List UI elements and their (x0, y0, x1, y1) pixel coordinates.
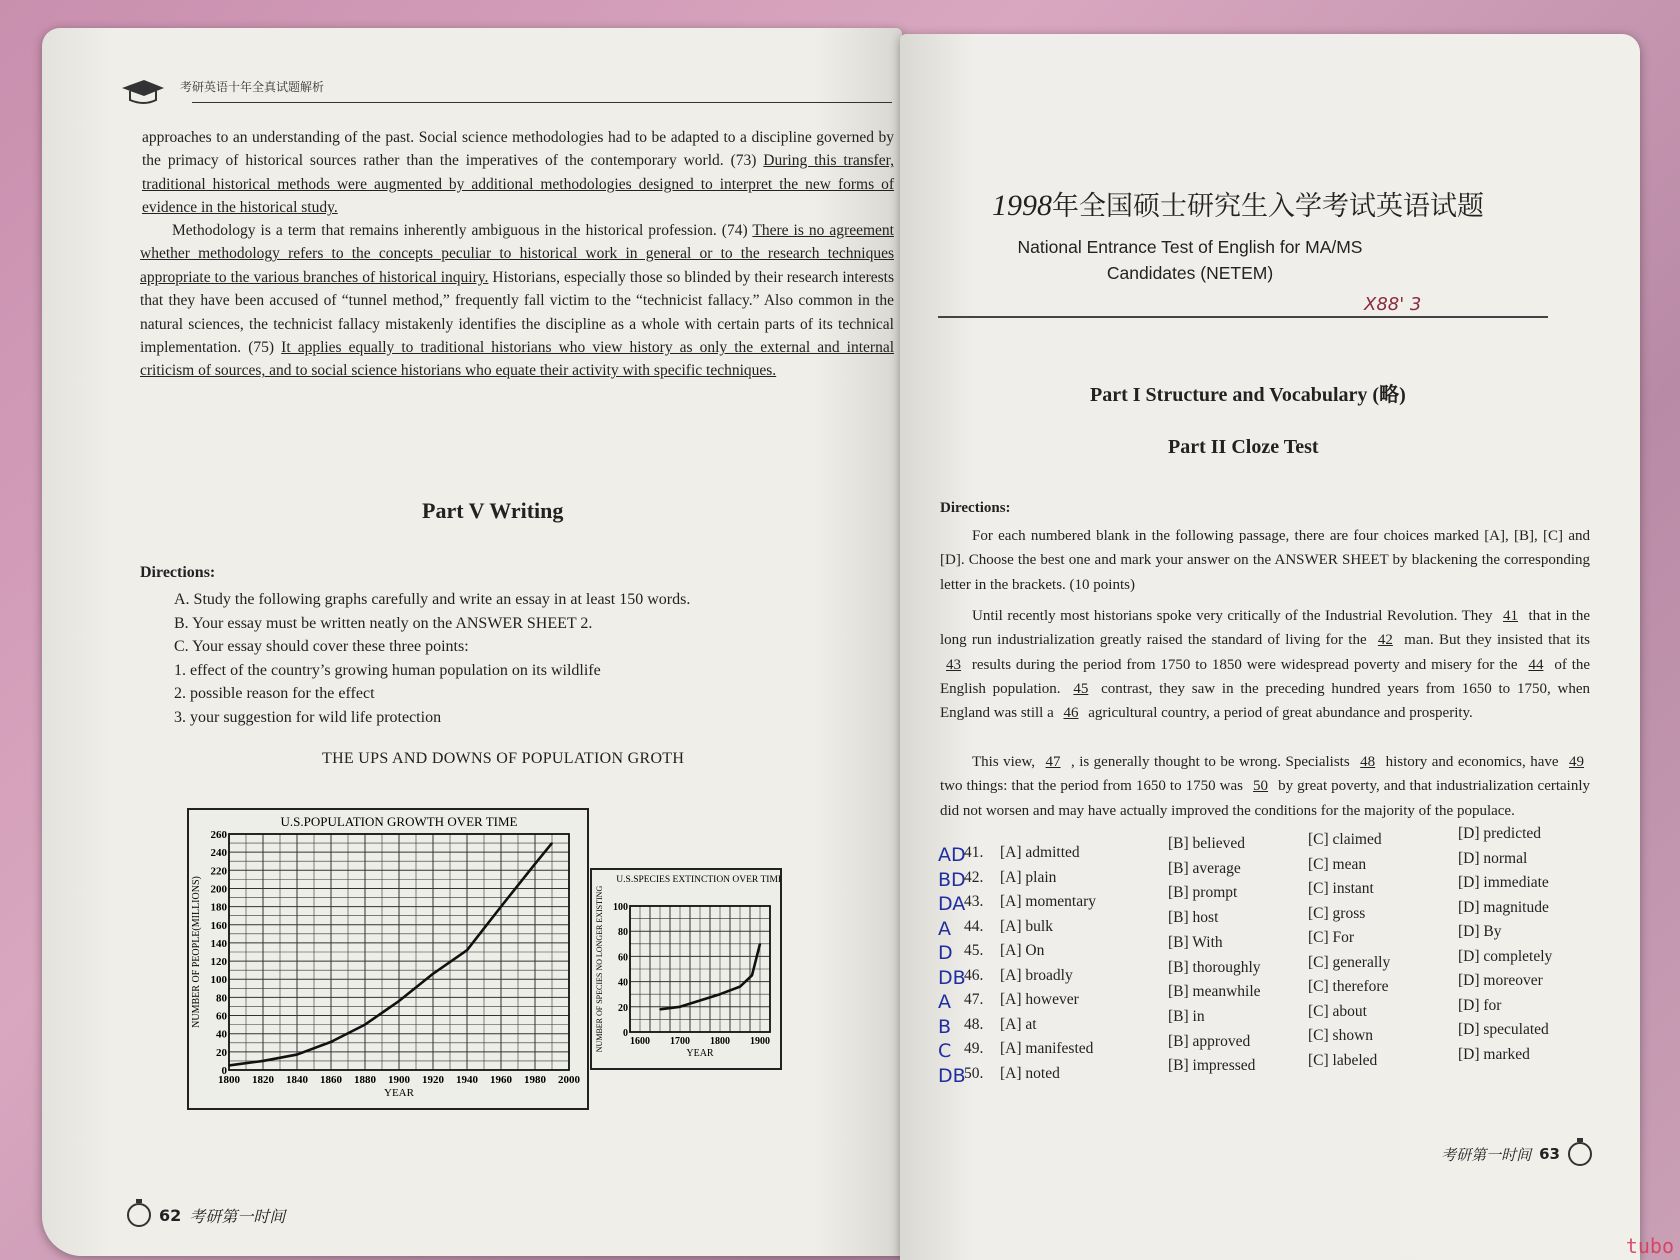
y-tick-label: 240 (210, 847, 227, 860)
question-number: 46. (964, 966, 984, 984)
question-number: 50. (964, 1064, 984, 1082)
graduation-cap-icon (120, 76, 164, 106)
x-tick-label: 1980 (524, 1074, 546, 1086)
question-number: 48. (964, 1015, 984, 1033)
choice-a: [A] plain (1000, 868, 1057, 886)
choice-b: [B] thoroughly (1168, 958, 1261, 976)
direction-item: 3. your suggestion for wild life protection (174, 708, 442, 726)
choice-d: [D] magnitude (1458, 898, 1549, 916)
chart-title: U.S.SPECIES EXTINCTION OVER TIME (616, 875, 780, 885)
x-tick-label: 1940 (456, 1074, 478, 1086)
data-point (679, 1006, 681, 1008)
right-page (900, 34, 1640, 1260)
blank-47: 47 (1045, 754, 1061, 770)
handwritten-note: X88' 3 (1364, 294, 1422, 315)
blank-44: 44 (1528, 656, 1544, 673)
part-v-heading: Part V Writing (422, 498, 564, 523)
cloze-paragraph-2: This view, 47 , is generally thought to be wrong. Specialists 48 history and economics, have 49 two things: that the period from 1650 to 1750 was 50 by great poverty, and that industrialization certainly did not worsen and may have actually improved the conditions for the majority of the populace. (940, 754, 1591, 819)
x-tick-label: 1880 (354, 1074, 376, 1086)
direction-item: 2. possible reason for the effect (174, 685, 375, 703)
data-point (432, 973, 434, 975)
x-tick-label: 1900 (388, 1074, 410, 1086)
handwritten-answer: D (938, 942, 953, 964)
y-tick-label: 80 (216, 992, 227, 1005)
choice-b: [B] meanwhile (1168, 983, 1261, 1001)
blank-45: 45 (1073, 680, 1089, 697)
choice-d: [D] for (1458, 996, 1502, 1014)
footer-text-right: 考研第一时间 (1441, 1145, 1532, 1164)
watermark: tubo (1625, 1234, 1674, 1258)
data-point (699, 1000, 701, 1002)
choice-d: [D] moreover (1458, 972, 1543, 989)
question-number: 42. (964, 868, 984, 886)
x-tick-label: 1820 (252, 1074, 274, 1086)
y-tick-label: 40 (216, 1028, 227, 1041)
chart-title: U.S.POPULATION GROWTH OVER TIME (280, 814, 518, 829)
handwritten-answer: B (938, 1015, 952, 1038)
population-chart (187, 808, 589, 1110)
y-tick-label: 200 (210, 883, 227, 896)
blank-46: 46 (1063, 705, 1079, 722)
y-tick-label: 0 (221, 1065, 227, 1077)
choice-a: [A] momentary (1000, 893, 1096, 910)
choice-a: [A] bulk (1000, 917, 1053, 935)
x-tick-label: 1700 (670, 1036, 690, 1047)
population-chart-svg (189, 810, 587, 1108)
x-tick-label: 2000 (558, 1074, 580, 1086)
data-point (466, 949, 468, 951)
choice-a: [A] admitted (1000, 844, 1080, 861)
blank-41: 41 (1502, 608, 1518, 624)
direction-item: 1. effect of the country’s growing human population on its wildlife (174, 661, 601, 679)
y-tick-label: 120 (210, 956, 227, 969)
passage-paragraph-1: approaches to an understanding of the past. Social science methodologies had to be adapted to a discipline governed by the primacy of historical sources rather than the imperatives of the contemporary world. (73) During this transfer, traditional historical methods were augmented by additional methodologies designed to interpret the new forms of evidence in the historical study. (142, 129, 894, 217)
blank-50: 50 (1253, 778, 1269, 795)
x-tick-label: 1900 (750, 1036, 770, 1047)
y-tick-label: 60 (216, 1010, 227, 1023)
data-point (551, 842, 553, 844)
data-point (739, 986, 741, 988)
y-tick-label: 80 (618, 927, 628, 939)
choice-c: [C] instant (1308, 880, 1374, 897)
y-tick-label: 40 (618, 977, 628, 989)
data-point (719, 993, 721, 995)
choice-a: [A] noted (1000, 1064, 1060, 1082)
question-number: 49. (964, 1040, 984, 1057)
choice-c: [C] For (1308, 929, 1355, 946)
data-line (229, 843, 552, 1065)
directions-label: Directions: (140, 564, 216, 581)
choice-b: [B] impressed (1168, 1057, 1256, 1075)
choice-b: [B] With (1168, 933, 1223, 951)
exam-subtitle: National Entrance Test of English for MA/MS Candidates (NETEM) (1017, 237, 1363, 283)
y-tick-label: 20 (618, 1002, 628, 1014)
data-point (364, 1024, 366, 1026)
question-number: 47. (964, 991, 984, 1008)
cloze-paragraph-1: Until recently most historians spoke very critically of the Industrial Revolution. They 41 that in the long run industrialization greatly raised the standard of living for the 42 man. But they insisted that its 43 results during the period from 1750 to 1850 were widespread poverty and misery for the 44 of the English population. 45 contrast, they saw in the preceding hundred years from 1650 to 1750, when England was still a 46 agricultural country, a period of great abundance and prosperity. (940, 608, 1591, 722)
cloze-directions-label: Directions: (940, 500, 1011, 516)
question-number: 41. (964, 844, 984, 861)
x-tick-label: 1920 (422, 1074, 444, 1086)
data-point (330, 1041, 332, 1043)
part-i-heading: Part I Structure and Vocabulary (略) (1090, 384, 1406, 406)
direction-item: B. Your essay must be written neatly on the ANSWER SHEET 2. (174, 614, 593, 632)
data-point (296, 1054, 298, 1056)
choice-a: [A] at (1000, 1015, 1037, 1033)
data-point (262, 1060, 264, 1062)
choice-b: [B] believed (1168, 835, 1246, 852)
y-tick-label: 140 (210, 937, 227, 950)
x-tick-label: 1840 (286, 1074, 308, 1086)
choice-c: [C] shown (1308, 1027, 1374, 1044)
handwritten-answer: BD (938, 868, 966, 891)
y-tick-label: 100 (613, 902, 628, 913)
choice-a: [A] broadly (1000, 966, 1073, 984)
choice-d: [D] immediate (1458, 874, 1549, 891)
figure-title: THE UPS AND DOWNS OF POPULATION GROTH (322, 750, 685, 767)
y-tick-label: 100 (210, 974, 227, 987)
choice-b: [B] in (1168, 1007, 1205, 1025)
extinction-chart (590, 868, 782, 1070)
handwritten-answer: DB (938, 1064, 966, 1087)
y-tick-label: 180 (210, 901, 227, 914)
choice-c: [C] mean (1308, 855, 1367, 873)
choice-c: [C] generally (1308, 953, 1391, 971)
choice-d: [D] By (1458, 923, 1502, 940)
direction-item: C. Your essay should cover these three points: (174, 638, 469, 656)
y-tick-label: 60 (618, 952, 628, 964)
question-number: 43. (964, 893, 984, 910)
translation-sentence-75: It applies equally to traditional historians who view history as only the external and internal criticism of sources, and to social science historians who equate their activity with specific techniques. (140, 339, 895, 380)
choice-d: [D] completely (1458, 947, 1553, 965)
choice-c: [C] about (1308, 1002, 1367, 1020)
question-number: 44. (964, 917, 984, 935)
blank-43: 43 (946, 656, 961, 673)
choice-c: [C] gross (1308, 904, 1366, 922)
part-ii-heading: Part II Cloze Test (1168, 436, 1319, 458)
x-tick-label: 1800 (218, 1074, 240, 1086)
data-point (751, 975, 753, 977)
right-footer (1441, 1142, 1592, 1166)
cloze-directions: For each numbered blank in the following passage, there are four choices marked [A], [B], [C] and [D]. Choose the best one and mark your answer on the ANSWER SHEET by blackening the corresponding letter in the brackets. (10 points) (940, 528, 1590, 593)
stopwatch-icon (1568, 1142, 1592, 1166)
x-axis-label: YEAR (384, 1087, 414, 1099)
page-number-left: 62 (159, 1205, 182, 1225)
handwritten-answer: DA (938, 893, 966, 915)
y-tick-label: 0 (623, 1028, 628, 1039)
data-point (759, 943, 761, 945)
handwritten-answer: A (938, 991, 951, 1013)
passage-paragraph-2: Methodology is a term that remains inherently ambiguous in the historical profession. (74) There is no agreement whether methodology refers to the concepts peculiar to historical work in general or to the research techniques appropriate to the various branches of historical inquiry. Historians, especially those so blinded by their research interests that they have been accused of “tunnel method,” frequently fall victim to the “technicist fallacy.” Also common in the natural sciences, the technicist fallacy mistakenly identifies the discipline as a whole with certain parts of its technical implementation. (75) It applies equally to traditional historians who view history as only the external and internal criticism of sources, and to social science historians who equate their activity with specific techniques. (140, 222, 895, 380)
question-number: 45. (964, 942, 984, 959)
choice-b: [B] prompt (1168, 884, 1238, 902)
y-axis-label: NUMBER OF PEOPLE(MILLIONS) (191, 876, 202, 1028)
x-axis-label: YEAR (686, 1048, 714, 1059)
page-number-right: 63 (1539, 1145, 1560, 1163)
direction-item: A. Study the following graphs carefully and write an essay in at least 150 words. (174, 591, 691, 608)
choice-a: [A] manifested (1000, 1040, 1094, 1057)
y-tick-label: 260 (210, 829, 227, 841)
directions-list (174, 588, 690, 730)
data-point (534, 863, 536, 865)
choice-d: [D] speculated (1458, 1021, 1549, 1038)
stopwatch-icon (127, 1203, 151, 1227)
handwritten-answer: AD (938, 844, 966, 866)
choice-b: [B] host (1168, 909, 1219, 927)
left-page (42, 28, 902, 1256)
exam-title: 1998年全国硕士研究生入学考试英语试题 (992, 189, 1484, 222)
choice-c: [C] therefore (1308, 978, 1389, 995)
y-tick-label: 160 (210, 919, 227, 932)
y-tick-label: 20 (216, 1046, 227, 1059)
footer-text-left: 考研第一时间 (189, 1206, 286, 1226)
handwritten-answer: A (938, 917, 951, 940)
data-point (228, 1065, 230, 1067)
choice-d: [D] marked (1458, 1045, 1530, 1063)
choice-c: [C] labeled (1308, 1051, 1378, 1069)
y-axis-label: NUMBER OF SPECIES NO LONGER EXISTING (595, 885, 604, 1053)
y-tick-label: 220 (210, 865, 227, 878)
choice-a: [A] however (1000, 991, 1079, 1008)
choice-d: [D] normal (1458, 849, 1528, 867)
extinction-chart-svg (592, 870, 780, 1068)
handwritten-answer: C (938, 1040, 952, 1062)
x-tick-label: 1800 (710, 1036, 730, 1047)
choice-b: [B] average (1168, 859, 1241, 877)
choice-b: [B] approved (1168, 1032, 1251, 1050)
choice-a: [A] On (1000, 942, 1045, 959)
translation-sentence-73: During this transfer, traditional historical methods were augmented by additional methodologies designed to interpret the new forms of evidence in the historical study. (142, 152, 894, 217)
blank-42: 42 (1377, 632, 1393, 649)
data-point (500, 906, 502, 908)
x-tick-label: 1860 (320, 1074, 342, 1086)
choice-d: [D] predicted (1458, 825, 1542, 842)
running-header: 考研英语十年全真试题解析 (180, 80, 325, 94)
x-tick-label: 1600 (630, 1036, 650, 1047)
translation-sentence-74: There is no agreement whether methodology refers to the concepts peculiar to historical work in general or to the research techniques appropriate to the various branches of historical inquiry. (140, 222, 894, 286)
left-footer (127, 1203, 285, 1227)
title-rule (938, 316, 1548, 318)
handwritten-answer: DB (938, 966, 966, 989)
data-point (398, 1000, 400, 1002)
x-tick-label: 1960 (490, 1074, 512, 1086)
blank-49: 49 (1569, 754, 1585, 770)
blank-48: 48 (1360, 754, 1376, 770)
choice-c: [C] claimed (1308, 831, 1382, 848)
data-point (659, 1009, 661, 1011)
header-rule (192, 102, 892, 103)
